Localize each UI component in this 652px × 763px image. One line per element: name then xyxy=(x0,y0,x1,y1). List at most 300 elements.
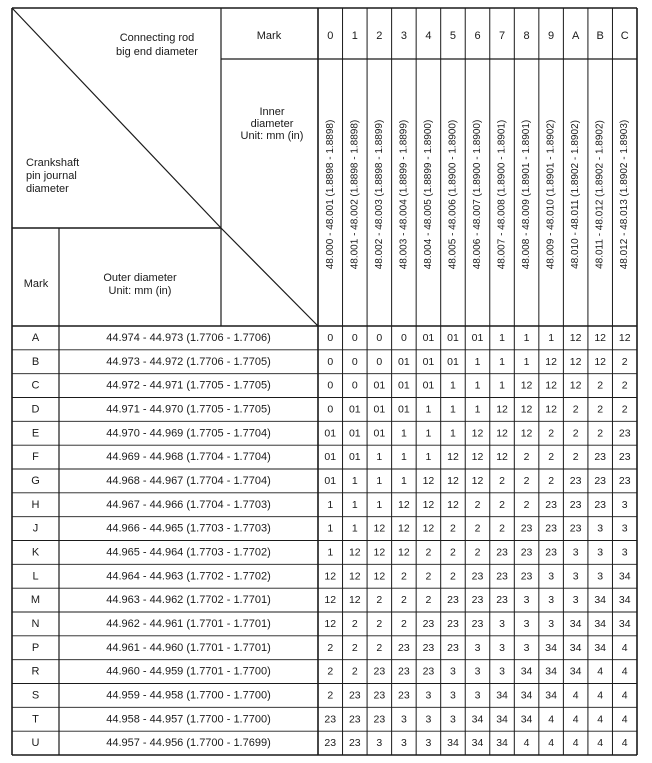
column-mark: 1 xyxy=(351,30,358,42)
row-outer-diameter: 44.970 - 44.969 (1.7705 - 1.7704) xyxy=(106,427,271,440)
bearing-grade-cell: 12 xyxy=(398,522,410,535)
bearing-grade-cell: 2 xyxy=(499,522,505,535)
bearing-grade-cell: 1 xyxy=(499,379,505,392)
bearing-grade-cell: 23 xyxy=(569,522,582,535)
bearing-grade-cell: 3 xyxy=(548,570,555,583)
bearing-grade-cell: 2 xyxy=(621,355,628,368)
bearing-grade-cell: 12 xyxy=(618,331,631,344)
bearing-grade-cell: 23 xyxy=(520,546,533,559)
bearing-grade-cell: 2 xyxy=(450,546,456,559)
bearing-grade-cell: 3 xyxy=(425,737,432,750)
bearing-grade-cell: 01 xyxy=(447,355,459,368)
bearing-grade-cell: 2 xyxy=(450,522,456,535)
bearing-grade-cell: 01 xyxy=(398,379,410,392)
bearing-grade-cell: 3 xyxy=(523,594,530,607)
row-mark: H xyxy=(31,498,40,511)
inner-diameter-label: diameter xyxy=(250,118,294,130)
bearing-grade-cell: 2 xyxy=(327,641,334,654)
column-inner-diameter: 48.011 - 48.012 (1.8902 - 1.8902) xyxy=(594,120,606,269)
column-inner-diameter: 48.003 - 48.004 (1.8899 - 1.8899) xyxy=(398,119,410,270)
bearing-grade-cell: 0 xyxy=(351,331,358,344)
crankshaft-label: Crankshaft xyxy=(26,157,80,169)
row-mark: R xyxy=(31,665,40,678)
column-inner-diameter: 48.009 - 48.010 (1.8901 - 1.8902) xyxy=(545,119,557,270)
bearing-grade-cell: 23 xyxy=(348,737,361,750)
bearing-grade-cell: 2 xyxy=(523,498,530,511)
bearing-grade-cell: 1 xyxy=(523,331,530,344)
bearing-grade-cell: 2 xyxy=(351,617,358,630)
bearing-grade-cell: 23 xyxy=(496,594,508,607)
bearing-grade-cell: 01 xyxy=(447,331,459,344)
column-inner-diameter: 48.008 - 48.009 (1.8901 - 1.8901) xyxy=(521,119,533,270)
bearing-grade-cell: 2 xyxy=(597,403,604,416)
bearing-grade-cell: 23 xyxy=(520,522,533,535)
bearing-grade-cell: 12 xyxy=(496,403,508,416)
bearing-grade-cell: 01 xyxy=(398,403,410,416)
bearing-grade-cell: 12 xyxy=(569,379,582,392)
bearing-grade-cell: 12 xyxy=(348,546,361,559)
row-mark: P xyxy=(31,641,40,654)
bearing-grade-cell: 23 xyxy=(373,713,386,726)
bearing-grade-cell: 4 xyxy=(572,737,579,750)
inner-diameter-label: Unit: mm (in) xyxy=(240,130,304,142)
column-mark-header: Mark xyxy=(256,30,282,42)
outer-diameter-label: Outer diameter xyxy=(103,272,177,284)
column-mark: 7 xyxy=(498,30,506,42)
bearing-grade-cell: 34 xyxy=(569,641,582,654)
bearing-grade-cell: 2 xyxy=(376,594,383,607)
row-mark: E xyxy=(31,427,40,440)
bearing-grade-cell: 4 xyxy=(621,689,628,702)
row-outer-diameter: 44.964 - 44.963 (1.7702 - 1.7702) xyxy=(106,570,271,583)
bearing-grade-cell: 12 xyxy=(471,451,484,464)
row-mark: L xyxy=(32,570,39,583)
bearing-grade-cell: 34 xyxy=(520,713,533,726)
bearing-grade-cell: 3 xyxy=(499,665,505,678)
bearing-grade-cell: 2 xyxy=(548,474,555,487)
bearing-grade-cell: 0 xyxy=(400,331,407,344)
bearing-grade-cell: 23 xyxy=(471,570,484,583)
row-mark: M xyxy=(30,594,41,607)
bearing-grade-cell: 1 xyxy=(376,474,383,487)
bearing-grade-cell: 2 xyxy=(597,427,604,440)
bearing-grade-cell: 1 xyxy=(499,355,505,368)
bearing-grade-cell: 3 xyxy=(450,665,456,678)
bearing-grade-cell: 1 xyxy=(474,403,481,416)
bearing-grade-cell: 3 xyxy=(548,594,555,607)
bearing-grade-cell: 34 xyxy=(569,617,582,630)
bearing-grade-cell: 3 xyxy=(474,665,481,678)
bearing-grade-cell: 23 xyxy=(324,713,337,726)
column-inner-diameter: 48.010 - 48.011 (1.8902 - 1.8902) xyxy=(570,120,582,269)
bearing-grade-cell: 12 xyxy=(545,379,557,392)
bearing-grade-cell: 12 xyxy=(324,594,337,607)
bearing-grade-cell: 23 xyxy=(447,641,459,654)
row-outer-diameter: 44.958 - 44.957 (1.7700 - 1.7700) xyxy=(106,713,271,726)
bearing-grade-cell: 0 xyxy=(351,379,358,392)
table-text-layer xyxy=(24,30,631,749)
bearing-grade-cell: 12 xyxy=(447,451,459,464)
bearing-grade-cell: 3 xyxy=(376,737,383,750)
row-outer-diameter: 44.966 - 44.965 (1.7703 - 1.7703) xyxy=(106,522,271,535)
bearing-grade-cell: 1 xyxy=(351,522,358,535)
bearing-grade-cell: 4 xyxy=(597,689,604,702)
bearing-grade-cell: 34 xyxy=(618,617,631,630)
bearing-grade-cell: 3 xyxy=(425,713,432,726)
bearing-grade-cell: 3 xyxy=(572,570,579,583)
bearing-grade-cell: 1 xyxy=(425,403,432,416)
bearing-grade-cell: 12 xyxy=(496,427,508,440)
bearing-grade-cell: 23 xyxy=(618,451,631,464)
bearing-grade-cell: 12 xyxy=(422,498,435,511)
bearing-grade-cell: 23 xyxy=(496,546,508,559)
bearing-grade-cell: 3 xyxy=(425,689,432,702)
bearing-grade-cell: 01 xyxy=(348,403,361,416)
bearing-grade-cell: 1 xyxy=(376,451,383,464)
bearing-grade-cell: 23 xyxy=(471,594,484,607)
bearing-grade-cell: 3 xyxy=(474,689,481,702)
bearing-grade-cell: 23 xyxy=(324,737,337,750)
bearing-grade-cell: 3 xyxy=(572,546,579,559)
bearing-grade-cell: 12 xyxy=(447,498,459,511)
bearing-grade-cell: 3 xyxy=(572,594,579,607)
bearing-grade-cell: 23 xyxy=(398,641,410,654)
bearing-grade-cell: 2 xyxy=(499,498,505,511)
bearing-grade-cell: 1 xyxy=(499,331,505,344)
bearing-grade-cell: 4 xyxy=(621,737,628,750)
conrod-label: Connecting rod xyxy=(119,32,195,44)
row-mark: A xyxy=(31,331,40,344)
bearing-grade-cell: 23 xyxy=(496,570,508,583)
bearing-grade-cell: 2 xyxy=(474,498,481,511)
bearing-grade-cell: 0 xyxy=(351,355,358,368)
row-mark: K xyxy=(31,546,40,559)
bearing-grade-cell: 12 xyxy=(594,331,607,344)
bearing-grade-cell: 23 xyxy=(594,474,607,487)
bearing-grade-cell: 34 xyxy=(496,713,508,726)
diagonal-lower xyxy=(221,228,318,326)
bearing-grade-cell: 12 xyxy=(373,570,386,583)
row-mark: J xyxy=(32,522,39,535)
column-inner-diameter: 48.007 - 48.008 (1.8900 - 1.8901) xyxy=(496,119,508,270)
bearing-grade-cell: 34 xyxy=(520,665,533,678)
bearing-grade-cell: 0 xyxy=(327,355,334,368)
row-outer-diameter: 44.959 - 44.958 (1.7700 - 1.7700) xyxy=(106,689,271,702)
bearing-grade-cell: 3 xyxy=(597,522,604,535)
bearing-grade-cell: 34 xyxy=(471,713,484,726)
bearing-grade-cell: 3 xyxy=(597,570,604,583)
bearing-grade-cell: 12 xyxy=(348,570,361,583)
bearing-grade-cell: 1 xyxy=(327,522,334,535)
bearing-grade-cell: 2 xyxy=(572,427,579,440)
bearing-grade-cell: 1 xyxy=(474,379,481,392)
bearing-grade-cell: 01 xyxy=(422,331,435,344)
bearing-grade-cell: 4 xyxy=(621,641,628,654)
bearing-grade-cell: 34 xyxy=(618,570,631,583)
bearing-grade-cell: 2 xyxy=(351,641,358,654)
bearing-grade-cell: 12 xyxy=(398,498,410,511)
bearing-grade-cell: 34 xyxy=(545,689,557,702)
bearing-grade-cell: 3 xyxy=(523,641,530,654)
bearing-grade-cell: 34 xyxy=(496,737,508,750)
bearing-grade-cell: 2 xyxy=(523,451,530,464)
bearing-grade-cell: 2 xyxy=(327,665,334,678)
bearing-grade-cell: 34 xyxy=(618,594,631,607)
bearing-grade-cell: 34 xyxy=(545,641,557,654)
bearing-grade-cell: 3 xyxy=(621,546,628,559)
bearing-grade-cell: 2 xyxy=(621,403,628,416)
row-outer-diameter: 44.960 - 44.959 (1.7701 - 1.7700) xyxy=(106,665,271,678)
row-outer-diameter: 44.961 - 44.960 (1.7701 - 1.7701) xyxy=(106,641,271,654)
row-mark: B xyxy=(31,355,40,368)
bearing-grade-cell: 0 xyxy=(327,331,334,344)
bearing-grade-cell: 1 xyxy=(400,474,407,487)
bearing-grade-cell: 12 xyxy=(545,403,557,416)
bearing-grade-cell: 01 xyxy=(324,451,337,464)
bearing-grade-cell: 2 xyxy=(376,641,383,654)
column-inner-diameter: 48.004 - 48.005 (1.8899 - 1.8900) xyxy=(422,119,434,270)
bearing-grade-cell: 4 xyxy=(597,665,604,678)
row-mark: S xyxy=(31,689,40,702)
row-mark-header: Mark xyxy=(23,278,49,290)
row-outer-diameter: 44.974 - 44.973 (1.7706 - 1.7706) xyxy=(106,331,271,344)
bearing-grade-cell: 1 xyxy=(327,546,334,559)
row-outer-diameter: 44.971 - 44.970 (1.7705 - 1.7705) xyxy=(106,403,271,416)
bearing-grade-cell: 12 xyxy=(520,427,533,440)
bearing-grade-cell: 12 xyxy=(520,403,533,416)
bearing-grade-cell: 4 xyxy=(548,737,555,750)
bearing-grade-cell: 01 xyxy=(324,427,337,440)
bearing-grade-cell: 0 xyxy=(376,331,383,344)
row-outer-diameter: 44.965 - 44.964 (1.7703 - 1.7702) xyxy=(106,546,271,559)
crankshaft-label: pin journal xyxy=(26,170,77,182)
bearing-grade-cell: 1 xyxy=(548,331,555,344)
bearing-grade-cell: 12 xyxy=(569,355,582,368)
bearing-grade-cell: 23 xyxy=(471,617,484,630)
bearing-grade-cell: 34 xyxy=(471,737,484,750)
bearing-grade-cell: 4 xyxy=(548,713,555,726)
row-mark: C xyxy=(31,379,40,392)
bearing-grade-cell: 12 xyxy=(324,617,337,630)
bearing-grade-cell: 4 xyxy=(523,737,530,750)
crankshaft-label: diameter xyxy=(26,183,69,195)
bearing-grade-cell: 2 xyxy=(376,617,383,630)
bearing-grade-cell: 2 xyxy=(474,546,481,559)
bearing-grade-cell: 34 xyxy=(594,617,607,630)
bearing-grade-cell: 12 xyxy=(373,546,386,559)
bearing-grade-cell: 2 xyxy=(548,451,555,464)
row-mark: U xyxy=(31,737,40,750)
bearing-grade-cell: 2 xyxy=(400,570,407,583)
bearing-grade-cell: 01 xyxy=(348,451,361,464)
bearing-grade-cell: 12 xyxy=(520,379,533,392)
row-outer-diameter: 44.973 - 44.972 (1.7706 - 1.7705) xyxy=(106,355,271,368)
bearing-grade-cell: 12 xyxy=(348,594,361,607)
bearing-grade-cell: 2 xyxy=(523,474,530,487)
bearing-grade-cell: 4 xyxy=(572,689,579,702)
bearing-grade-cell: 1 xyxy=(425,451,432,464)
bearing-grade-cell: 0 xyxy=(327,379,334,392)
bearing-grade-cell: 34 xyxy=(520,689,533,702)
bearing-grade-cell: 23 xyxy=(398,665,410,678)
column-mark: 3 xyxy=(400,30,407,42)
bearing-grade-cell: 0 xyxy=(376,355,383,368)
bearing-grade-cell: 12 xyxy=(398,546,410,559)
bearing-grade-cell: 23 xyxy=(422,665,435,678)
bearing-grade-cell: 23 xyxy=(348,689,361,702)
bearing-grade-cell: 3 xyxy=(597,546,604,559)
bearing-grade-cell: 1 xyxy=(400,451,407,464)
bearing-grade-cell: 23 xyxy=(618,474,631,487)
bearing-grade-cell: 3 xyxy=(523,617,530,630)
bearing-grade-cell: 2 xyxy=(425,594,432,607)
bearing-grade-cell: 1 xyxy=(351,498,358,511)
bearing-grade-cell: 2 xyxy=(499,474,505,487)
bearing-grade-cell: 2 xyxy=(621,379,628,392)
row-mark: D xyxy=(31,403,40,416)
bearing-grade-cell: 3 xyxy=(621,498,628,511)
bearing-grade-cell: 2 xyxy=(400,594,407,607)
column-mark: 0 xyxy=(327,30,334,42)
bearing-grade-cell: 34 xyxy=(496,689,508,702)
outer-diameter-label: Unit: mm (in) xyxy=(108,285,172,297)
column-mark: 4 xyxy=(425,30,432,42)
bearing-grade-cell: 34 xyxy=(545,665,557,678)
bearing-grade-cell: 01 xyxy=(324,474,337,487)
column-mark: 5 xyxy=(449,30,457,42)
column-inner-diameter: 48.005 - 48.006 (1.8900 - 1.8900) xyxy=(447,119,459,270)
column-mark: 9 xyxy=(548,30,555,42)
bearing-grade-cell: 12 xyxy=(471,427,484,440)
row-outer-diameter: 44.969 - 44.968 (1.7704 - 1.7704) xyxy=(106,451,271,464)
bearing-grade-cell: 4 xyxy=(572,713,579,726)
row-mark: T xyxy=(32,713,39,726)
bearing-grade-cell: 1 xyxy=(450,427,456,440)
bearing-grade-cell: 2 xyxy=(351,665,358,678)
bearing-grade-cell: 3 xyxy=(474,641,481,654)
bearing-grade-cell: 23 xyxy=(569,498,582,511)
column-inner-diameter: 48.001 - 48.002 (1.8898 - 1.8898) xyxy=(349,119,361,270)
bearing-grade-cell: 12 xyxy=(496,451,508,464)
bearing-grade-cell: 23 xyxy=(520,570,533,583)
bearing-grade-cell: 12 xyxy=(422,522,435,535)
bearing-grade-cell: 34 xyxy=(447,737,459,750)
bearing-grade-cell: 23 xyxy=(348,713,361,726)
bearing-grade-cell: 3 xyxy=(450,689,456,702)
bearing-grade-cell: 23 xyxy=(545,498,557,511)
bearing-grade-cell: 2 xyxy=(400,617,407,630)
bearing-grade-cell: 2 xyxy=(425,570,432,583)
row-outer-diameter: 44.963 - 44.962 (1.7702 - 1.7701) xyxy=(106,594,271,607)
bearing-grade-cell: 23 xyxy=(422,617,435,630)
bearing-grade-cell: 4 xyxy=(597,713,604,726)
bearing-grade-cell: 2 xyxy=(474,522,481,535)
bearing-grade-cell: 01 xyxy=(471,331,484,344)
bearing-grade-cell: 1 xyxy=(450,379,456,392)
bearing-grade-cell: 34 xyxy=(594,641,607,654)
column-inner-diameter: 48.000 - 48.001 (1.8898 - 1.8898) xyxy=(324,119,336,270)
row-mark: F xyxy=(32,451,39,464)
bearing-grade-cell: 1 xyxy=(425,427,432,440)
column-mark: 2 xyxy=(376,30,383,42)
bearing-grade-cell: 12 xyxy=(422,474,435,487)
bearing-grade-cell: 3 xyxy=(548,617,555,630)
bearing-grade-cell: 1 xyxy=(450,403,456,416)
column-inner-diameter: 48.012 - 48.013 (1.8902 - 1.8903) xyxy=(619,119,631,270)
bearing-grade-cell: 01 xyxy=(348,427,361,440)
bearing-grade-cell: 23 xyxy=(373,665,386,678)
bearing-grade-cell: 23 xyxy=(594,451,607,464)
column-mark: 8 xyxy=(523,30,530,42)
bearing-grade-cell: 12 xyxy=(447,474,459,487)
bearing-grade-cell: 1 xyxy=(351,474,358,487)
row-outer-diameter: 44.957 - 44.956 (1.7700 - 1.7699) xyxy=(106,737,271,750)
row-outer-diameter: 44.968 - 44.967 (1.7704 - 1.7704) xyxy=(106,474,271,487)
bearing-grade-cell: 4 xyxy=(621,713,628,726)
bearing-grade-cell: 01 xyxy=(422,355,435,368)
bearing-grade-cell: 23 xyxy=(594,498,607,511)
bearing-grade-cell: 3 xyxy=(499,617,505,630)
bearing-grade-cell: 12 xyxy=(324,570,337,583)
bearing-grade-cell: 01 xyxy=(373,379,386,392)
bearing-grade-cell: 23 xyxy=(422,641,435,654)
bearing-grade-cell: 4 xyxy=(597,737,604,750)
row-outer-diameter: 44.962 - 44.961 (1.7701 - 1.7701) xyxy=(106,617,271,630)
bearing-grade-cell: 3 xyxy=(450,713,456,726)
bearing-grade-cell: 4 xyxy=(621,665,628,678)
bearing-grade-cell: 23 xyxy=(569,474,582,487)
bearing-grade-cell: 2 xyxy=(597,379,604,392)
bearing-grade-cell: 23 xyxy=(447,617,459,630)
bearing-grade-cell: 23 xyxy=(545,546,557,559)
conrod-label: big end diameter xyxy=(116,46,198,58)
bearing-grade-cell: 1 xyxy=(376,498,383,511)
bearing-grade-cell: 3 xyxy=(621,522,628,535)
bearing-grade-cell: 23 xyxy=(618,427,631,440)
column-inner-diameter: 48.006 - 48.007 (1.8900 - 1.8900) xyxy=(472,119,483,270)
bearing-grade-cell: 12 xyxy=(373,522,386,535)
bearing-grade-cell: 3 xyxy=(499,641,505,654)
bearing-grade-cell: 1 xyxy=(327,498,334,511)
row-outer-diameter: 44.967 - 44.966 (1.7704 - 1.7703) xyxy=(106,498,271,511)
bearing-grade-cell: 01 xyxy=(398,355,410,368)
bearing-grade-cell: 1 xyxy=(474,355,481,368)
column-inner-diameter: 48.002 - 48.003 (1.8898 - 1.8899) xyxy=(373,119,385,270)
row-outer-diameter: 44.972 - 44.971 (1.7705 - 1.7705) xyxy=(106,379,271,392)
bearing-grade-cell: 23 xyxy=(373,689,386,702)
bearing-grade-cell: 3 xyxy=(400,737,407,750)
bearing-grade-cell: 2 xyxy=(425,546,432,559)
bearing-grade-cell: 2 xyxy=(572,403,579,416)
row-mark: N xyxy=(31,617,40,630)
bearing-grade-cell: 01 xyxy=(373,403,386,416)
bearing-grade-cell: 01 xyxy=(422,379,435,392)
bearing-grade-cell: 23 xyxy=(545,522,557,535)
bearing-grade-cell: 1 xyxy=(400,427,407,440)
bearing-grade-cell: 34 xyxy=(569,665,582,678)
bearing-grade-cell: 01 xyxy=(373,427,386,440)
bearing-grade-cell: 2 xyxy=(327,689,334,702)
bearing-grade-cell: 34 xyxy=(594,594,607,607)
bearing-grade-cell: 23 xyxy=(398,689,410,702)
bearing-grade-cell: 12 xyxy=(569,331,582,344)
bearing-grade-cell: 3 xyxy=(400,713,407,726)
bearing-grade-cell: 2 xyxy=(572,451,579,464)
bearing-grade-cell: 12 xyxy=(545,355,557,368)
column-mark: C xyxy=(620,30,629,42)
bearing-grade-cell: 12 xyxy=(471,474,484,487)
column-mark: A xyxy=(571,30,580,42)
